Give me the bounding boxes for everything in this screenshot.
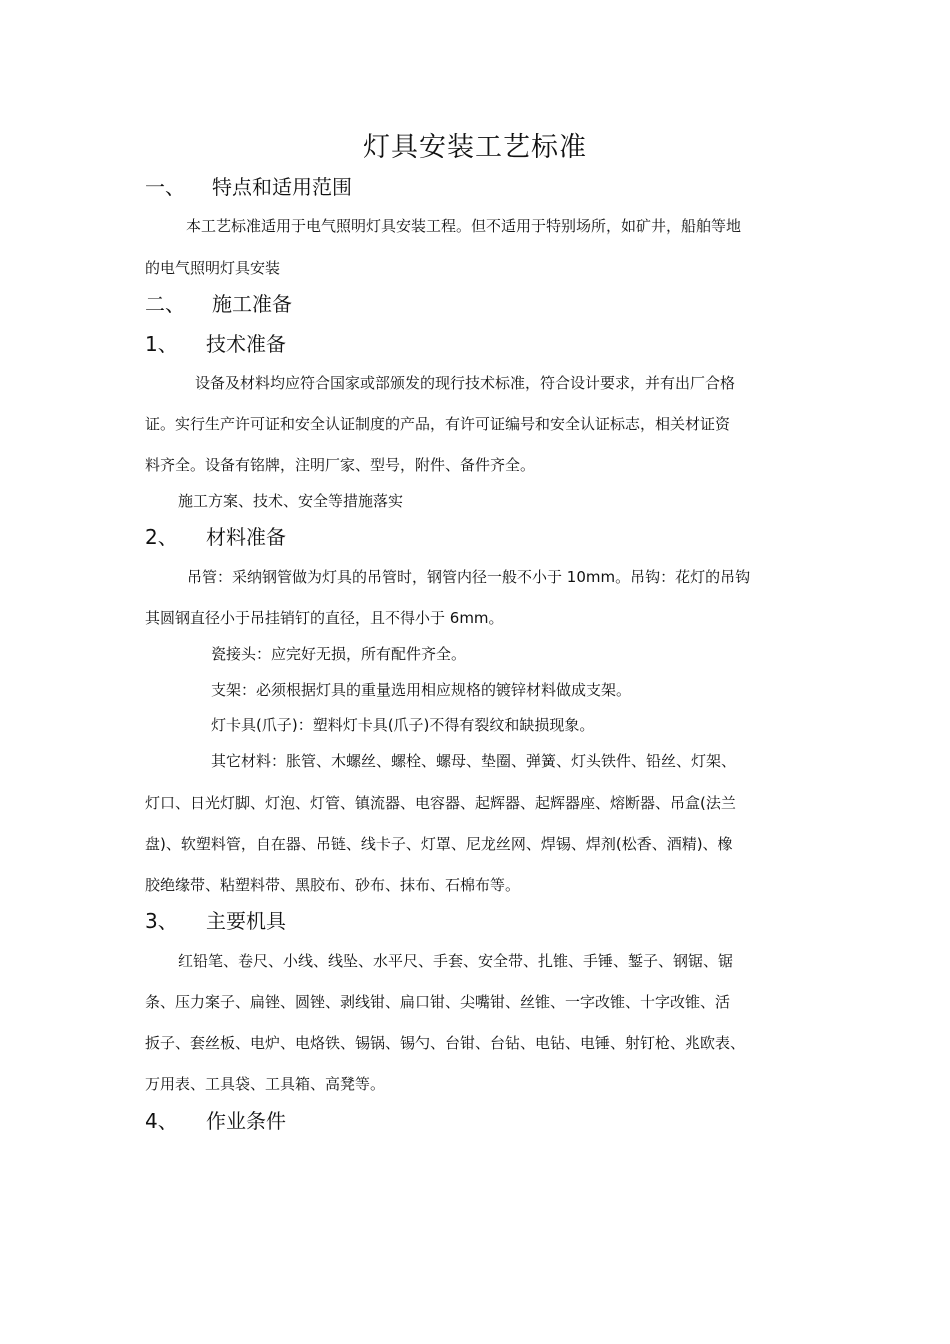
- subsection-title: 主要机具: [206, 909, 286, 933]
- paragraph-line: 扳子、套丝板、电炉、电烙铁、锡锅、锡勺、台钳、台钻、电钻、电锤、射钉枪、兆欧表、: [145, 1034, 746, 1052]
- section-title: 特点和适用范围: [212, 175, 352, 199]
- subsection-heading-technical: [145, 329, 286, 359]
- paragraph-line: 其它材料：胀管、木螺丝、螺栓、螺母、垫圈、弹簧、灯头铁件、铅丝、灯架、: [211, 752, 737, 770]
- paragraph-line: 红铅笔、卷尺、小线、线坠、水平尺、手套、安全带、扎锥、手锤、錾子、钢锯、锯: [178, 952, 734, 970]
- paragraph-line: 盘)、软塑料管，自在器、吊链、线卡子、灯罩、尼龙丝网、焊锡、焊剂(松香、酒精)、橡: [145, 835, 733, 853]
- paragraph-line: 灯卡具(爪子)：塑料灯卡具(爪子)不得有裂纹和缺损现象。: [211, 716, 595, 734]
- paragraph-line: 设备及材料均应符合国家或部颁发的现行技术标准，符合设计要求，并有出厂合格: [195, 374, 736, 392]
- paragraph-line: 万用表、工具袋、工具箱、高凳等。: [145, 1075, 386, 1093]
- subsection-number: 3、: [145, 909, 178, 933]
- subsection-heading-conditions: [145, 1106, 286, 1136]
- subsection-heading-tools: [145, 906, 286, 936]
- subsection-number: 2、: [145, 525, 178, 549]
- paragraph-line: 瓷接头：应完好无损，所有配件齐全。: [211, 645, 467, 663]
- section-heading-scope: [145, 172, 352, 202]
- subsection-number: 4、: [145, 1109, 178, 1133]
- paragraph-line: 支架：必须根据灯具的重量选用相应规格的镀锌材料做成支架。: [211, 681, 632, 699]
- subsection-title: 作业条件: [206, 1109, 286, 1133]
- document-title: 灯具安装工艺标准: [363, 132, 587, 163]
- subsection-title: 材料准备: [206, 525, 286, 549]
- paragraph-line: 本工艺标准适用于电气照明灯具安装工程。但不适用于特别场所，如矿井，船舶等地: [186, 217, 742, 235]
- paragraph-line: 的电气照明灯具安装: [145, 259, 281, 277]
- paragraph-line: 灯口、日光灯脚、灯泡、灯管、镇流器、电容器、起辉器、起辉器座、熔断器、吊盒(法兰: [145, 794, 736, 812]
- paragraph-line: 料齐全。设备有铭牌，注明厂家、型号，附件、备件齐全。: [145, 456, 536, 474]
- paragraph-line: 吊管：采纳钢管做为灯具的吊管时，钢管内径一般不小于 10mm。吊钩：花灯的吊钩: [187, 568, 751, 586]
- paragraph-line: 其圆钢直径小于吊挂销钉的直径，且不得小于 6mm。: [145, 609, 504, 627]
- paragraph-line: 胶绝缘带、粘塑料带、黑胶布、砂布、抹布、石棉布等。: [145, 876, 521, 894]
- paragraph-line: 证。实行生产许可证和安全认证制度的产品，有许可证编号和安全认证标志，相关材证资: [145, 415, 731, 433]
- paragraph-line: 条、压力案子、扁锉、圆锉、剥线钳、扁口钳、尖嘴钳、丝锥、一字改锥、十字改锥、活: [145, 993, 731, 1011]
- subsection-number: 1、: [145, 332, 178, 356]
- section-title: 施工准备: [212, 292, 292, 316]
- paragraph-line: 施工方案、技术、安全等措施落实: [178, 492, 404, 510]
- section-number: 一、: [145, 175, 185, 199]
- subsection-heading-materials: [145, 522, 286, 552]
- section-number: 二、: [145, 292, 185, 316]
- section-heading-preparation: [145, 289, 292, 319]
- subsection-title: 技术准备: [206, 332, 286, 356]
